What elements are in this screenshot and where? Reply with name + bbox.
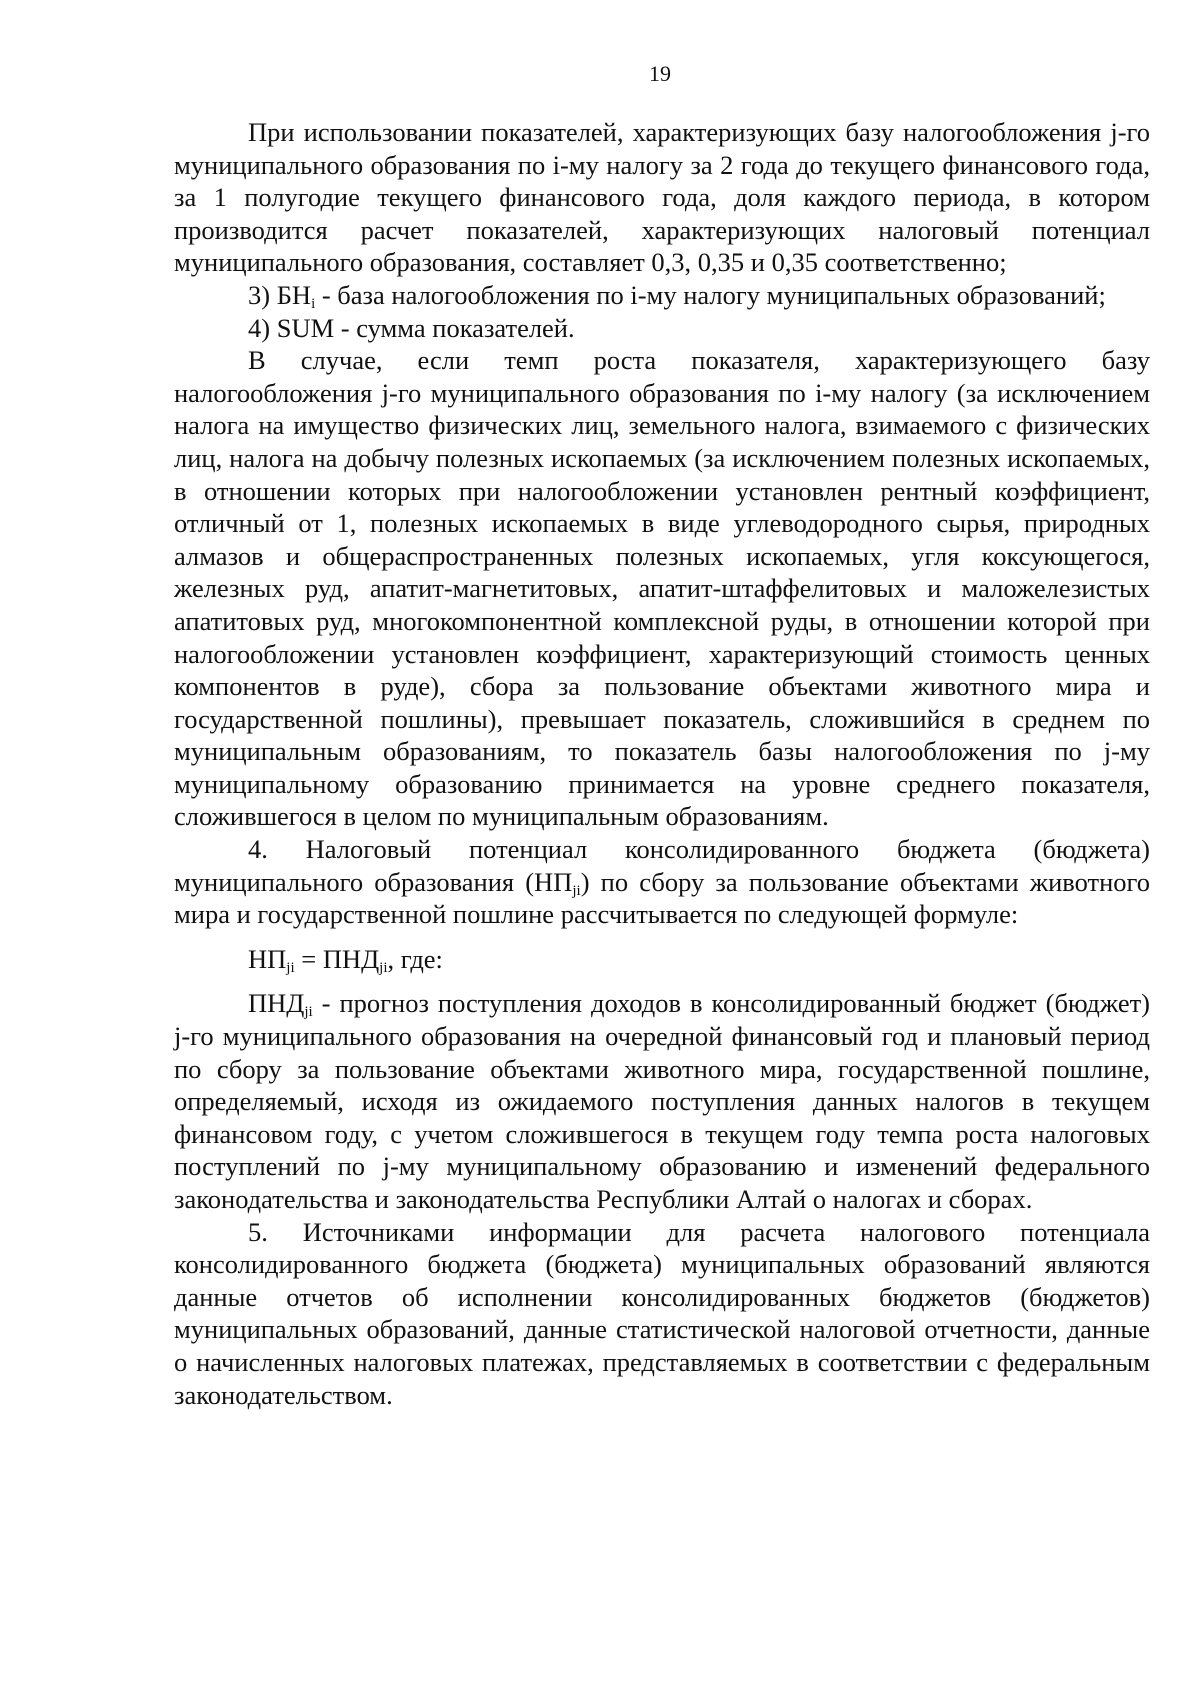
paragraph-pnd-definition: $ПНД_{ji}$ - прогноз поступления доходов в консолидированный бюджет (бюджет) j-го муниципального образования на очередной финансовый год и плановый период по сбору за пользование объектами животного мира, государственной пошлине, определяемый, исходя из ожидаемого поступления данных налогов в текущем финансовом году, с учетом сложившегося в текущем году темпа роста налоговых поступлений по j-му муниципальному образованию и изменений федерального законодательства и законодательства Республики Алтай о налогах и сборах. [174,988,1150,1214]
formula-line: $НП_{ji} = ПНД_{ji}$, где: [248,943,443,976]
paragraph-section-5-sources: 5. Источниками информации для расчета налогового потенциала консолидированного бюджета (бюджета) муниципальных образований являются данные отчетов об исполнении консолидированных бюджетов (бюджетов) муниципальных образований, данные статистической налоговой отчетности, данные о начисленных налоговых платежах, представляемых в соответствии с федеральным законодательством. [174,1216,1150,1410]
paragraph-weighting-shares: При использовании показателей, характеризующих базу налогообложения j-го муниципального образования по i-му налогу за 2 года до текущего финансового года, за 1 полугодие текущего финансового года, доля каждого периода, в котором производится расчет показателей, характеризующих налоговый потенциал муниципального образования, составляет 0,3, 0,35 и 0,35 соответственно; [174,117,1150,278]
paragraph-growth-rate-exception: В случае, если темп роста показателя, характеризующего базу налогообложения j-го муниципального образования по i-му налогу (за исключением налога на имущество физических лиц, земельного налога, взимаемого с физических лиц, налога на добычу полезных ископаемых (за исключением полезных ископаемых, в отношении которых при налогообложении установлен рентный коэффициент, отличный от 1, полезных ископаемых в виде углеводородного сырья, природных алмазов и общераспространенных полезных ископаемых, угля коксующегося, железных руд, апатит-магнетитовых, апатит-штаффелитовых и маложелезистых апатитовых руд, многокомпонентной комплексной руды, в отношении которой при налогообложении установлен коэффициент, характеризующий стоимость ценных компонентов в руде), сбора за пользование объектами животного мира и государственной пошлины), превышает показатель, сложившийся в среднем по муниципальным образованиям, то показатель базы налогообложения по j-му муниципальному образованию принимается на уровне среднего показателя, сложившегося в целом по муниципальным образованиям. [174,345,1150,832]
page-number: 19 [649,61,671,86]
paragraph-item-4-sum: 4) SUM - сумма показателей. [248,312,575,343]
document-body [174,116,1150,1411]
paragraph-item-3-tax-base: 3) $БН_i$ - база налогообложения по i-му налогу муниципальных образований; [248,279,1106,312]
paragraph-section-4: 4. Налоговый потенциал консолидированного бюджета (бюджета) муниципального образования $(НП_{ji})$ по сбору за пользование объектами животного мира и государственной пошлине рассчитывается по следующей формуле: [174,834,1150,930]
